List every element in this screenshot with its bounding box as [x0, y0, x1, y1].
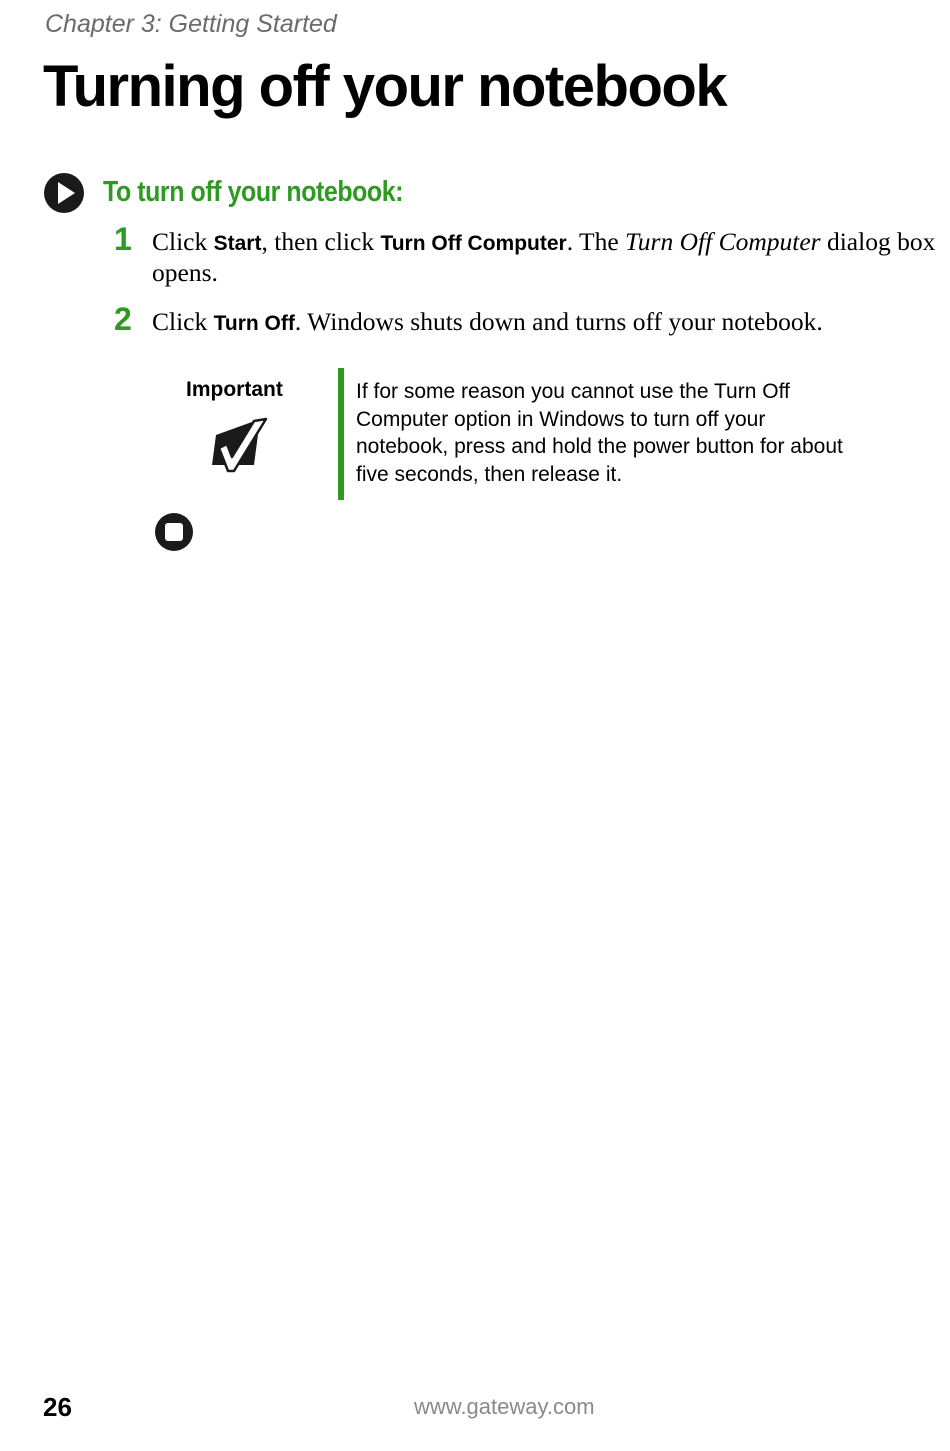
dialog-name: Turn Off Computer: [625, 227, 821, 256]
step-1-text: Click Start, then click Turn Off Computer. The Turn Off Computer dialog box opens.: [152, 227, 936, 287]
stop-icon: [154, 512, 194, 552]
step-1-number: 1: [114, 221, 132, 257]
chapter-header: Chapter 3: Getting Started: [45, 10, 337, 38]
ui-term-start: Start: [213, 232, 262, 255]
note-divider: [338, 368, 344, 500]
footer-url: www.gateway.com: [414, 1394, 595, 1419]
step-2-number: 2: [114, 301, 132, 337]
important-note-text: If for some reason you cannot use the Turn Off Computer option in Windows to turn off your notebook, press and hold the power button for about five seconds, then release it.: [356, 380, 843, 486]
play-arrow-icon: [43, 172, 85, 214]
important-label: Important: [186, 378, 283, 401]
ui-term-turn-off: Turn Off: [213, 312, 295, 335]
procedure-heading: To turn off your notebook:: [103, 176, 404, 208]
step-2-text: Click Turn Off. Windows shuts down and turns off your notebook.: [152, 307, 823, 336]
page-number: 26: [43, 1392, 72, 1422]
checkmark-icon: [210, 415, 268, 473]
page-title: Turning off your notebook: [43, 54, 727, 119]
ui-term-turn-off-computer: Turn Off Computer: [380, 232, 567, 255]
